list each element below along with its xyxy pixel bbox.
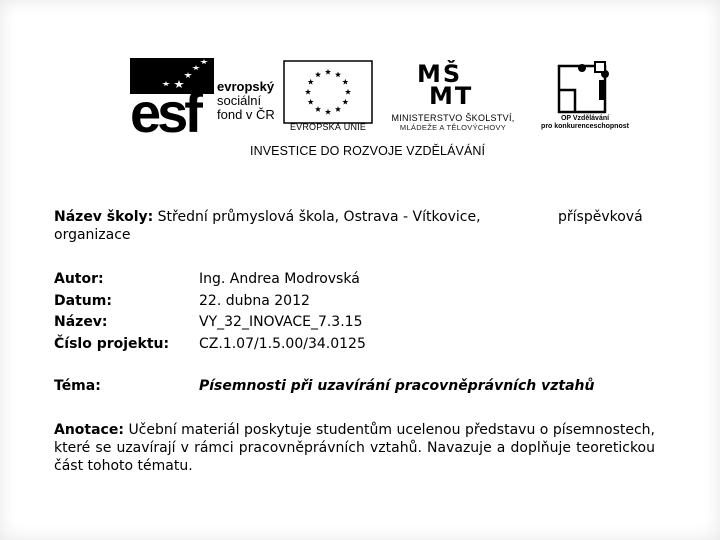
project-number-value: CZ.1.07/1.5.00/34.0125 (199, 335, 366, 352)
esf-line-1: evropský (217, 79, 275, 94)
date-label: Datum: (54, 292, 112, 309)
annotation-text: Učební materiál poskytuje studentům ucelenou představu o písemnostech, které se uzavírají v rámci pracovněprávních vztahů. Navazuje a doplňuje teoretickou část tohoto tématu. (54, 422, 656, 474)
eu-label: EVROPSKÁ UNIE (289, 122, 367, 132)
author-label: Autor: (54, 271, 104, 287)
op-line-1: OP Vzdělávání (560, 115, 610, 122)
topic-value: Písemnosti při uzavírání pracovněprávních vztahů (199, 378, 595, 394)
title-label: Název: (54, 314, 108, 330)
esf-line-2: sociální (217, 93, 262, 108)
svg-text:MŠ: MŠ (417, 60, 463, 88)
author-value: Ing. Andrea Modrovská (199, 271, 360, 287)
school-type: příspěvková (558, 209, 643, 225)
project-number-label: Číslo projektu: (54, 335, 170, 352)
op-line-2: pro konkurenceschopnost (541, 123, 629, 130)
school-label: Název školy: (54, 209, 154, 225)
svg-text:esf: esf (130, 81, 199, 138)
svg-text:MT: MT (429, 82, 474, 106)
school-name-continuation: organizace (54, 227, 131, 243)
eu-flag-logo (283, 60, 373, 126)
topic-label: Téma: (54, 378, 101, 394)
msmt-line-2: MLÁDEŽE A TĚLOVÝCHOVY (399, 123, 507, 132)
school-name-line (54, 208, 481, 226)
title-value: VY_32_INOVACE_7.3.15 (199, 314, 363, 330)
esf-line-3: fond v ČR (217, 107, 275, 122)
school-name: Střední průmyslová škola, Ostrava - Vítkovice, (157, 209, 481, 225)
investice-banner: INVESTICE DO ROZVOJE VZDĚLÁVÁNÍ (250, 144, 486, 158)
field-values (199, 270, 366, 356)
msmt-logo (415, 60, 495, 106)
esf-text (217, 80, 275, 122)
annotation-label: Anotace: (54, 422, 124, 438)
date-value: 22. dubna 2012 (199, 292, 310, 309)
annotation (54, 421, 655, 475)
op-logo (555, 60, 613, 116)
msmt-line-1: MINISTERSTVO ŠKOLSTVÍ, (391, 113, 515, 123)
op-text (530, 115, 640, 131)
field-labels (54, 270, 169, 356)
